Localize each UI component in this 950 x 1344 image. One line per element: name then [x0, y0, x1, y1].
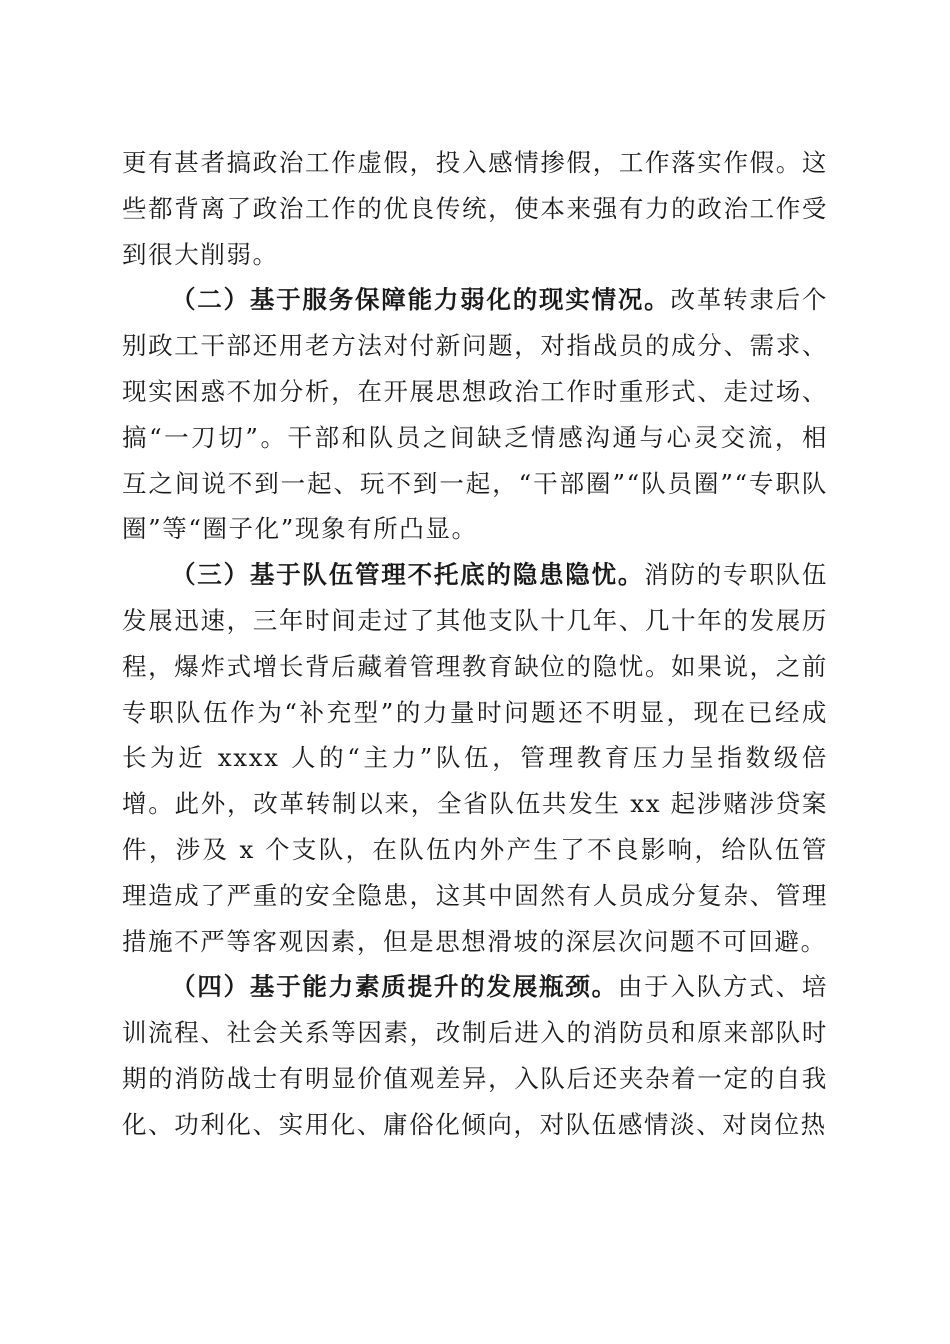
paragraph-3-text: 消防的专职队伍发展迅速，三年时间走过了其他支队十几年、几十年的发展历程，爆炸式增长背后藏着管理教育缺位的隐忧。如果说，之前专职队伍作为“补充型”的力量时问题还不明显，现在已经成长为近 xxxx 人的“主力”队伍，管理教育压力呈指数级倍增。此外，改革转制以来，全省队伍共发生 xx 起涉赌涉贷案件，涉及 x 个支队，在队伍内外产生了不良影响，给队伍管理造成了严重的安全隐患，这其中固然有人员成分复杂、管理措施不严等客观因素，但是思想滑坡的深层次问题不可回避。: [122, 560, 828, 956]
paragraph-4-heading: （四）基于能力素质提升的发展瓶颈。: [171, 972, 618, 1002]
paragraph-team-management: [122, 552, 828, 964]
paragraph-1-text: 更有甚者搞政治工作虚假，投入感情掺假，工作落实作假。这些都背离了政治工作的优良传统，使本来强有力的政治工作受到很大削弱。: [122, 148, 828, 269]
paragraph-2-heading: （二）基于服务保障能力弱化的现实情况。: [171, 285, 671, 315]
paragraph-continuation: [122, 140, 828, 277]
paragraph-4-text: 由于入队方式、培训流程、社会关系等因素，改制后进入的消防员和原来部队时期的消防战士有明显价值观差异，入队后还夹杂着一定的自我化、功利化、实用化、庸俗化倾向，对队伍感情淡、对岗位热: [122, 972, 828, 1139]
document-body: [122, 140, 828, 1148]
paragraph-service-guarantee: [122, 277, 828, 552]
paragraph-3-heading: （三）基于队伍管理不托底的隐患隐忧。: [171, 560, 645, 590]
paragraph-2-text: 改革转隶后个别政工干部还用老方法对付新问题，对指战员的成分、需求、现实困惑不加分析，在开展思想政治工作时重形式、走过场、搞“一刀切”。干部和队员之间缺乏情感沟通与心灵交流，相互之间说不到一起、玩不到一起，“干部圈”“队员圈”“专职队圈”等“圈子化”现象有所凸显。: [122, 285, 828, 544]
paragraph-ability-quality: [122, 964, 828, 1147]
